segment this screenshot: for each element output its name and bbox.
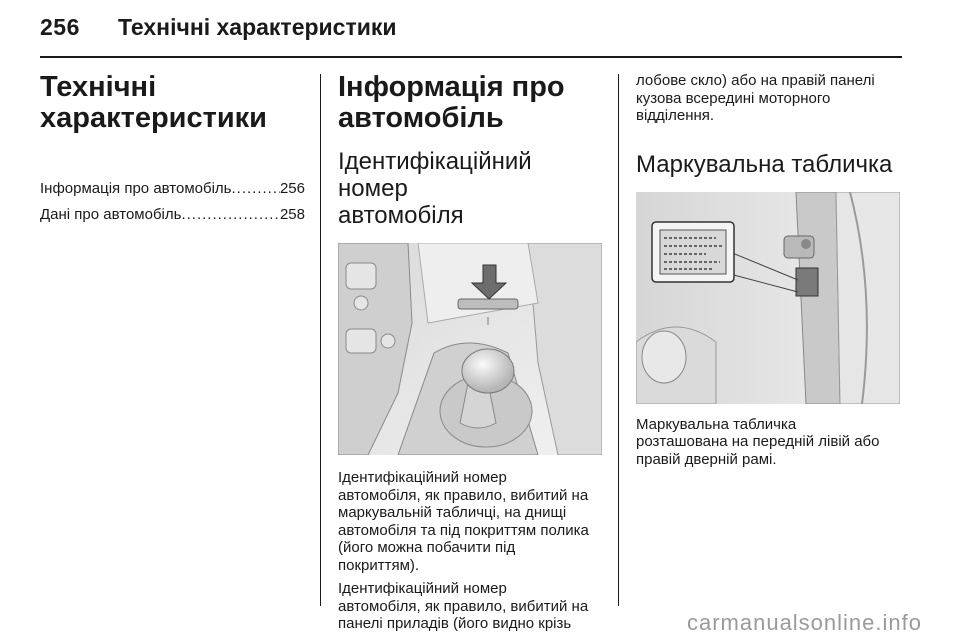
- column-vehicle-info: [338, 72, 604, 633]
- identification-plate-illustration: [636, 192, 900, 404]
- text-line: автомобіля та під покриттям полика: [338, 521, 589, 539]
- text-line: Ідентифікаційний номер: [338, 469, 507, 486]
- door-frame-illustration: [636, 192, 900, 404]
- toc-leader-dots: [181, 202, 280, 228]
- toc-leader-dots: [232, 176, 280, 202]
- continued-paragraph: [636, 72, 902, 125]
- identification-plate-heading: Маркувальна табличка: [636, 150, 893, 178]
- chapter-title-line-2: характеристики: [40, 102, 267, 134]
- chapter-title: [40, 72, 305, 134]
- table-of-contents: [40, 176, 305, 228]
- vin-paragraph-2: [338, 580, 604, 633]
- text-line: панелі приладів (його видно крізь: [338, 615, 572, 632]
- text-line: автомобіля, як правило, вибитий на: [338, 597, 589, 615]
- toc-entry-label: Дані про автомобіль: [40, 206, 182, 223]
- vin-paragraph-1: [338, 469, 604, 574]
- text-line: Маркувальна табличка: [636, 415, 797, 433]
- column-divider-1: [320, 74, 321, 606]
- vin-floor-illustration: [338, 243, 602, 455]
- watermark-text: carmanualsonline.info: [686, 610, 922, 635]
- column-divider-2: [618, 74, 619, 606]
- text-line: відділення.: [636, 107, 715, 124]
- text-line: правій дверній рамі.: [636, 450, 777, 468]
- subsection-title: [338, 148, 604, 229]
- subsection-title-line-2: автомобіля: [338, 202, 464, 229]
- text-line: лобове скло) або на правій панелі: [636, 72, 875, 89]
- section-title: [338, 72, 604, 134]
- subsection-title-line-1: Ідентифікаційний номер: [338, 148, 532, 202]
- toc-entry-label: Інформація про автомобіль: [40, 180, 232, 197]
- vin-location-illustration: [338, 243, 602, 455]
- toc-entry-page: 256: [279, 180, 305, 197]
- column-identification-plate: [636, 72, 902, 468]
- section-title-line-2: автомобіль: [338, 102, 504, 134]
- section-title-line-1: Інформація про: [338, 71, 565, 103]
- page-number: 256: [40, 14, 80, 40]
- toc-entry-page: 258: [279, 206, 305, 223]
- text-line: Ідентифікаційний номер: [338, 580, 507, 597]
- text-line: покриттям).: [338, 556, 420, 574]
- text-line: (його можна побачити під: [338, 539, 516, 556]
- identification-plate-caption: [636, 416, 902, 469]
- text-line: автомобіля, як правило, вибитий на: [338, 486, 589, 504]
- column-toc: [40, 72, 305, 228]
- running-header: Технічні характеристики: [118, 14, 397, 40]
- toc-entry[interactable]: [40, 176, 305, 202]
- toc-entry[interactable]: [40, 202, 305, 228]
- text-line: кузова всередині моторного: [636, 89, 831, 107]
- text-line: маркувальній табличці, на днищі: [338, 504, 567, 521]
- text-line: розташована на передній лівій або: [636, 433, 880, 450]
- header-rule: [40, 56, 902, 58]
- chapter-title-line-1: Технічні: [40, 71, 157, 103]
